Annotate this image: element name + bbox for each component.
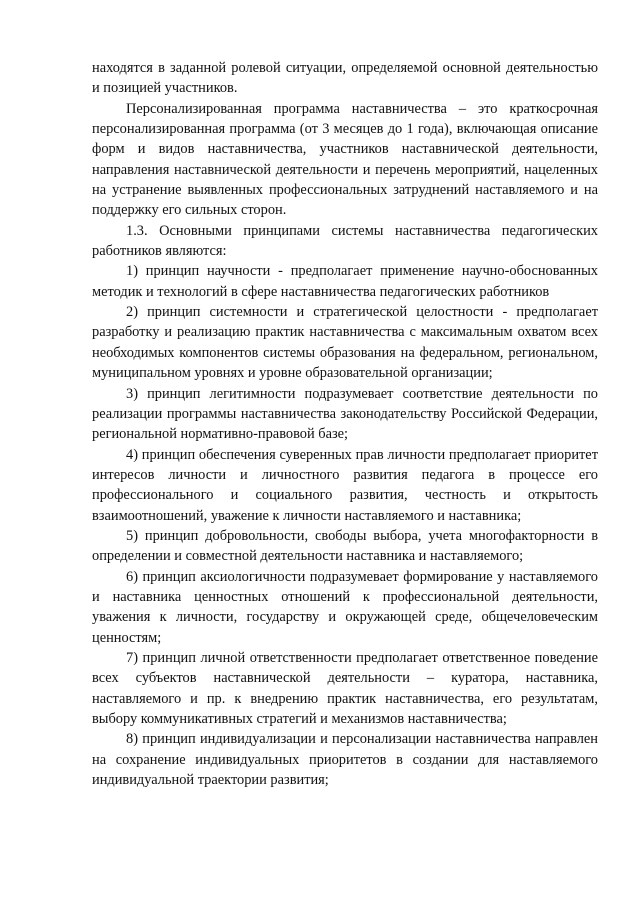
principle-item-5: 5) принцип добровольности, свободы выбора, учета многофакторности в определении и совместной деятельности наставника и наставляемого; — [92, 527, 598, 565]
principle-item-7: 7) принцип личной ответственности предполагает ответственное поведение всех субъектов наставнической деятельности – куратора, наставника, наставляемого и пр. к внедрению практик наставничества, его результатам, выбору коммуникативных стратегий и механизмов наставничества; — [92, 649, 598, 727]
principle-item-4: 4) принцип обеспечения суверенных прав личности предполагает приоритет интересов личности и личностного развития педагога в процессе его профессионального и социального развития, честность и открытость взаимоотношений, уважение к личности наставляемого и наставника; — [92, 446, 598, 524]
principle-item-8: 8) принцип индивидуализации и персонализации наставничества направлен на сохранение индивидуальных приоритетов в создании для наставляемого индивидуальной траектории развития; — [92, 731, 598, 789]
paragraph-definition: Персонализированная программа наставничества – это краткосрочная персонализированная программа (от 3 месяцев до 1 года), включающая описание форм и видов наставничества, участников наставнической деятельности, направления наставнической деятельности и перечень мероприятий, нацеленных на устранение выявленных профессиональных затруднений наставляемого и на поддержку его сильных сторон. — [92, 100, 598, 219]
principle-item-6: 6) принцип аксиологичности подразумевает формирование у наставляемого и наставника ценностных отношений к профессиональной деятельности, уважения к личности, государству и окружающей среде, общечеловеческим ценностям; — [92, 568, 598, 646]
principle-item-2: 2) принцип системности и стратегической целостности - предполагает разработку и реализацию практик наставничества с максимальным охватом всех необходимых компонентов системы образования на федеральном, региональном, муниципальном уровнях и уровне образовательной организации; — [92, 304, 598, 382]
paragraph-continuation: находятся в заданной ролевой ситуации, определяемой основной деятельностью и позицией участников. — [92, 60, 598, 97]
principle-item-1: 1) принцип научности - предполагает применение научно-обоснованных методик и технологий в сфере наставничества педагогических работников — [92, 263, 598, 300]
principle-item-3: 3) принцип легитимности подразумевает соответствие деятельности по реализации программы наставничества законодательству Российской Федерации, региональной нормативно-правовой базе; — [92, 385, 598, 443]
paragraph-section-heading: 1.3. Основными принципами системы наставничества педагогических работников являются: — [92, 222, 598, 260]
document-page — [92, 58, 598, 790]
